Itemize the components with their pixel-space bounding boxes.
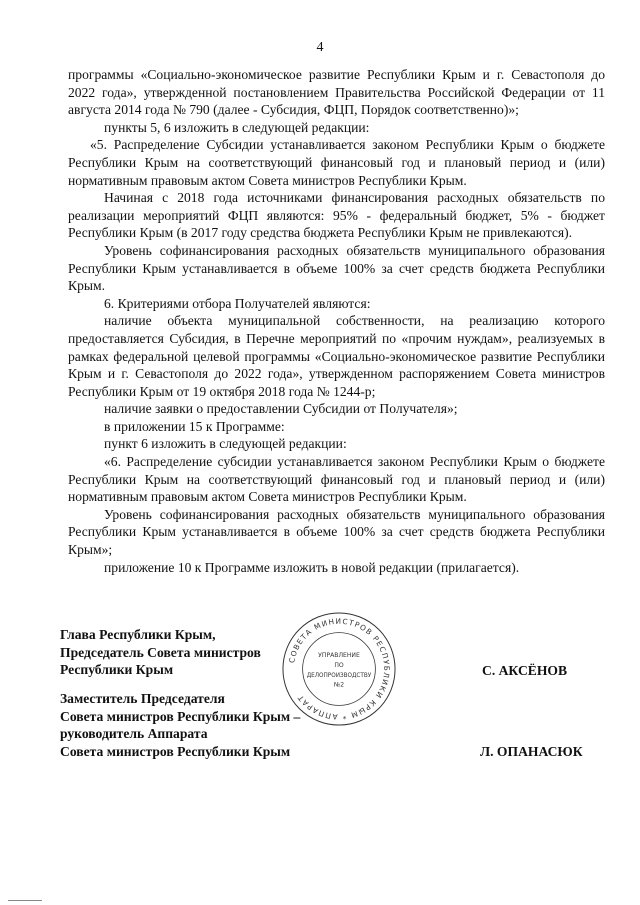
paragraph: пункты 5, 6 изложить в следующей редакции:: [104, 119, 370, 135]
signature-title-head: [60, 626, 261, 679]
stamp-center-line: УПРАВЛЕНИЕ: [318, 652, 360, 660]
paragraph: наличие объекта муниципальной собственности, на реализацию которого предоставляется Субсидия, в Перечне мероприятий по «прочим нуждам», реализуемых в рамках федеральной целевой программы «Социально-экономическое развитие Республики Крым и г. Севастополя до 2022 года», утвержденном распоряжением Совета министров Республики Крым от 19 октября 2018 года № 1244-р;: [68, 313, 605, 399]
paragraph: в приложении 15 к Программе:: [104, 418, 285, 434]
paragraph: Уровень софинансирования расходных обязательств муниципального образования Республики Крым устанавливается в объеме 100% за счет средств бюджета Республики Крым.: [68, 242, 605, 294]
page-number: 4: [316, 40, 324, 55]
signature-line: Председатель Совета министров: [60, 644, 261, 660]
paragraph: программы «Социально-экономическое развитие Республики Крым и г. Севастополя до 2022 года», утвержденной постановлением Правительства Российской Федерации от 11 августа 2014 года № 790 (далее - Субсидия, ФЦП, Порядок соответственно)»;: [68, 67, 605, 118]
paragraph: приложение 10 к Программе изложить в новой редакции (прилагается).: [104, 559, 520, 575]
paragraph: пункт 6 изложить в следующей редакции:: [104, 436, 347, 452]
signature-line: Заместитель Председателя: [60, 691, 225, 706]
signature-name-deputy: Л. ОПАНАСЮК: [480, 744, 583, 759]
paragraph: Уровень софинансирования расходных обязательств муниципального образования Республики Крым устанавливается в объеме 100% за счет средств бюджета Республики Крым»;: [68, 506, 605, 558]
signature-line: Совета министров Республики Крым –: [60, 708, 301, 724]
paragraph: 6. Критериями отбора Получателей являются:: [104, 295, 371, 311]
stamp-center-line: ПО: [334, 662, 344, 670]
stamp-center-line: ДЕЛОПРОИЗВОДСТВУ: [306, 672, 372, 679]
stamp-seal: [280, 610, 398, 728]
signature-title-deputy: [60, 690, 300, 760]
document-body: [68, 66, 605, 576]
signature-name-head: С. АКСЁНОВ: [482, 663, 568, 678]
stamp-center-line: №2: [333, 681, 345, 689]
paragraph: наличие заявки о предоставлении Субсидии от Получателя»;: [104, 401, 458, 417]
official-stamp: [280, 610, 398, 728]
stamp-ring-text: СОВЕТА МИНИСТРОВ РЕСПУБЛИКИ КРЫМ * АППАРАТ: [287, 616, 392, 722]
paragraph: Начиная с 2018 года источниками финансирования расходных обязательств по реализации мероприятий ФЦП являются: 95% - федеральный бюджет, 5% - бюджет Республики Крым (в 2017 году средства бюджета Республики Крым не привлекаются).: [68, 190, 605, 241]
paragraph: «5. Распределение Субсидии устанавливается законом Республики Крым о бюджете Республики Крым на соответствующий финансовый год и плановый период и (или) нормативным правовым актом Совета министров Республики Крым.: [68, 137, 605, 188]
footer-mark: [8, 900, 42, 901]
signature-line: Республики Крым: [60, 662, 174, 678]
signature-line: Совета министров Республики Крым: [60, 743, 291, 759]
signature-line: руководитель Аппарата: [60, 726, 208, 742]
signature-line: Глава Республики Крым,: [60, 627, 216, 642]
paragraph: «6. Распределение субсидии устанавливается законом Республики Крым о бюджете Республики Крым на соответствующий финансовый год и плановый период и (или) нормативным правовым актом Совета министров Республики Крым.: [68, 454, 605, 505]
